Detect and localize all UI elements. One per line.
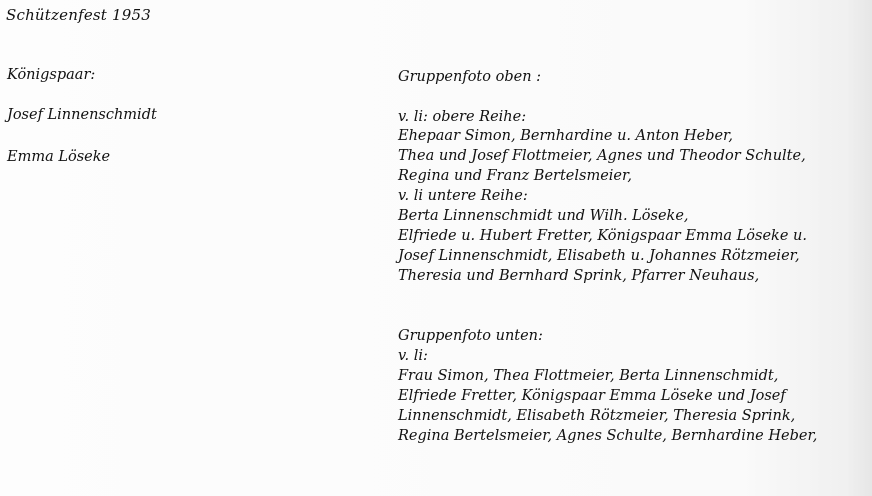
caption-line: Regina Bertelsmeier, Agnes Schulte, Bernhardine Heber, — [398, 428, 818, 444]
caption-line: Ehepaar Simon, Bernhardine u. Anton Heber, — [398, 128, 734, 144]
koenigspaar-heading: Königspaar: — [7, 67, 96, 83]
caption-line: Linnenschmidt, Elisabeth Rötzmeier, Theresia Sprink, — [398, 408, 796, 424]
caption-line: Regina und Franz Bertelsmeier, — [398, 168, 632, 184]
caption-line: Elfriede Fretter, Königspaar Emma Löseke und Josef — [398, 388, 786, 404]
caption-line: v. li: obere Reihe: — [398, 109, 527, 125]
koenigspaar-name: Josef Linnenschmidt — [7, 107, 157, 123]
caption-line: Josef Linnenschmidt, Elisabeth u. Johannes Rötzmeier, — [398, 248, 800, 264]
caption-line: v. li untere Reihe: — [398, 188, 528, 204]
block2-heading: Gruppenfoto unten: — [398, 328, 543, 344]
caption-line: Elfriede u. Hubert Fretter, Königspaar Emma Löseke u. — [398, 228, 807, 244]
caption-line: Thea und Josef Flottmeier, Agnes und Theodor Schulte, — [398, 148, 806, 164]
caption-line: Frau Simon, Thea Flottmeier, Berta Linnenschmidt, — [398, 368, 779, 384]
block1-heading: Gruppenfoto oben : — [398, 69, 542, 85]
koenigspaar-name: Emma Löseke — [7, 149, 111, 165]
page-title: Schützenfest 1953 — [6, 6, 151, 24]
caption-line: v. li: — [398, 348, 428, 364]
caption-line: Berta Linnenschmidt und Wilh. Löseke, — [398, 208, 689, 224]
caption-line: Theresia und Bernhard Sprink, Pfarrer Neuhaus, — [398, 268, 760, 284]
